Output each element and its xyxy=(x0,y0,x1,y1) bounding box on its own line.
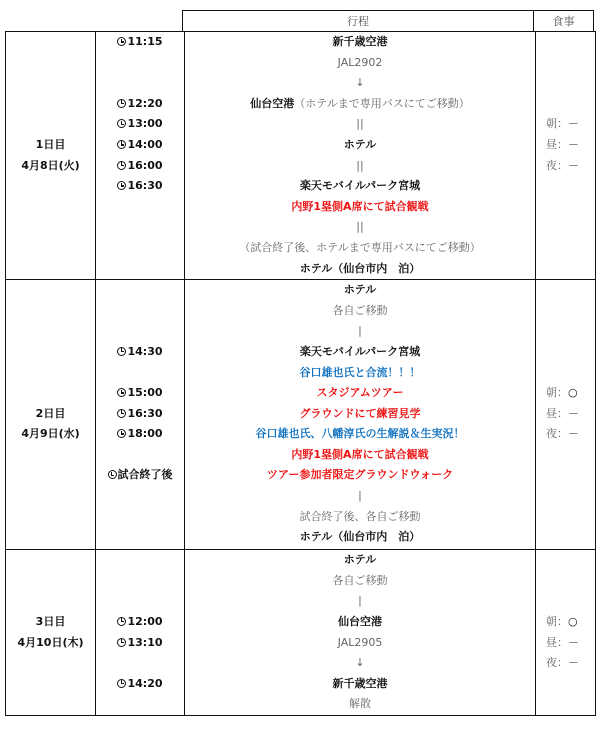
day-label: 1日目 xyxy=(35,137,66,151)
place: 仙台空港 xyxy=(338,614,382,628)
clock-icon xyxy=(117,429,126,438)
connector: || xyxy=(356,158,364,172)
arrow-down-icon: ↓ xyxy=(355,76,365,90)
clock-icon xyxy=(117,679,126,688)
connector: || xyxy=(356,117,364,131)
time-entry: 11:15 xyxy=(96,32,184,53)
place: 楽天モバイルパーク宮城 xyxy=(299,179,421,193)
itinerary-header: 行程 xyxy=(183,11,534,32)
time-entry: 14:20 xyxy=(96,674,184,695)
time-entry: 16:30 xyxy=(96,176,184,197)
time-entry: 18:00 xyxy=(96,424,184,445)
day-label: 3日目 xyxy=(35,614,66,628)
clock-icon xyxy=(117,37,126,46)
clock-icon xyxy=(117,388,126,397)
meals-header: 食事 xyxy=(534,11,594,32)
time-entry: 12:00 xyxy=(96,612,184,633)
meal-breakfast: 朝：○ xyxy=(546,386,578,400)
itinerary-cell xyxy=(185,280,536,550)
place: ホテル xyxy=(343,283,377,297)
clock-icon xyxy=(117,99,126,108)
arrow-down-icon: ↓ xyxy=(355,656,365,670)
time-cell xyxy=(96,280,185,550)
clock-icon xyxy=(117,119,126,128)
connector: | xyxy=(358,324,362,338)
highlight-activity: ツアー参加者限定グラウンドウォーク xyxy=(266,468,454,482)
time-entry: 14:30 xyxy=(96,342,184,363)
time-entry: 13:00 xyxy=(96,114,184,135)
lodging: ホテル（仙台市内 泊） xyxy=(299,530,421,544)
clock-icon xyxy=(117,617,126,626)
meal-breakfast: 朝：－ xyxy=(546,117,579,131)
place: ホテル xyxy=(343,137,377,151)
clock-icon xyxy=(117,347,126,356)
meal-dinner: 夜：－ xyxy=(546,427,579,441)
day-label: 2日目 xyxy=(35,406,66,420)
day-row-3 xyxy=(6,550,596,716)
time-entry: 13:10 xyxy=(96,633,184,654)
day-cell xyxy=(6,32,96,280)
meal-lunch: 昼：－ xyxy=(546,635,579,649)
itinerary-table xyxy=(5,31,596,716)
meal-lunch: 昼：－ xyxy=(546,406,579,420)
connector: | xyxy=(358,594,362,608)
place: ホテル xyxy=(343,553,377,567)
time-entry: 12:20 xyxy=(96,94,184,115)
meal-lunch: 昼：－ xyxy=(546,137,579,151)
connector: || xyxy=(356,220,364,234)
meal-dinner: 夜：－ xyxy=(546,158,579,172)
special-event: 谷口雄也氏、八幡淳氏の生解説＆生実況！ xyxy=(255,427,465,441)
day-cell xyxy=(6,280,96,550)
note: 試合終了後、各自ご移動 xyxy=(299,509,421,523)
itinerary-cell xyxy=(185,32,536,280)
highlight-activity: 内野1塁側A席にて試合観戦 xyxy=(291,447,429,461)
time-entry: 15:00 xyxy=(96,383,184,404)
date-label: 4月9日(水) xyxy=(21,427,80,441)
day-cell xyxy=(6,550,96,716)
note: （試合終了後、ホテルまで専用バスにてご移動） xyxy=(239,240,481,254)
meal-dinner: 夜：－ xyxy=(546,656,579,670)
note: 解散 xyxy=(349,697,371,711)
time-entry: 試合終了後 xyxy=(96,465,184,486)
flight-number: JAL2902 xyxy=(337,55,383,69)
time-cell xyxy=(96,32,185,280)
day-row-1 xyxy=(6,32,596,280)
special-event: 谷口雄也氏と合流！！！ xyxy=(299,365,421,379)
clock-icon xyxy=(117,638,126,647)
note: 各自ご移動 xyxy=(332,303,388,317)
time-entry: 14:00 xyxy=(96,135,184,156)
clock-icon xyxy=(117,140,126,149)
header-row xyxy=(182,10,594,32)
clock-icon xyxy=(108,470,117,479)
clock-icon xyxy=(117,161,126,170)
highlight-activity: 内野1塁側A席にて試合観戦 xyxy=(291,199,429,213)
place: 仙台空港（ホテルまで専用バスにてご移動） xyxy=(250,96,470,110)
date-label: 4月8日(火) xyxy=(21,158,80,172)
itinerary-cell xyxy=(185,550,536,716)
meals-cell xyxy=(536,280,596,550)
note: 各自ご移動 xyxy=(332,573,388,587)
clock-icon xyxy=(117,409,126,418)
meals-cell xyxy=(536,550,596,716)
place: 新千歳空港 xyxy=(332,676,388,690)
time-entry: 16:30 xyxy=(96,404,184,425)
lodging: ホテル（仙台市内 泊） xyxy=(299,261,421,275)
place: 新千歳空港 xyxy=(332,35,388,48)
place: 楽天モバイルパーク宮城 xyxy=(299,344,421,358)
date-label: 4月10日(木) xyxy=(17,635,84,649)
clock-icon xyxy=(117,181,126,190)
day-row-2 xyxy=(6,280,596,550)
highlight-activity: グラウンドにて練習見学 xyxy=(299,406,421,420)
flight-number: JAL2905 xyxy=(337,635,383,649)
highlight-activity: スタジアムツアー xyxy=(316,386,404,400)
time-cell xyxy=(96,550,185,716)
meal-breakfast: 朝：○ xyxy=(546,614,578,628)
time-entry: 16:00 xyxy=(96,156,184,177)
connector: | xyxy=(358,489,362,503)
meals-cell xyxy=(536,32,596,280)
